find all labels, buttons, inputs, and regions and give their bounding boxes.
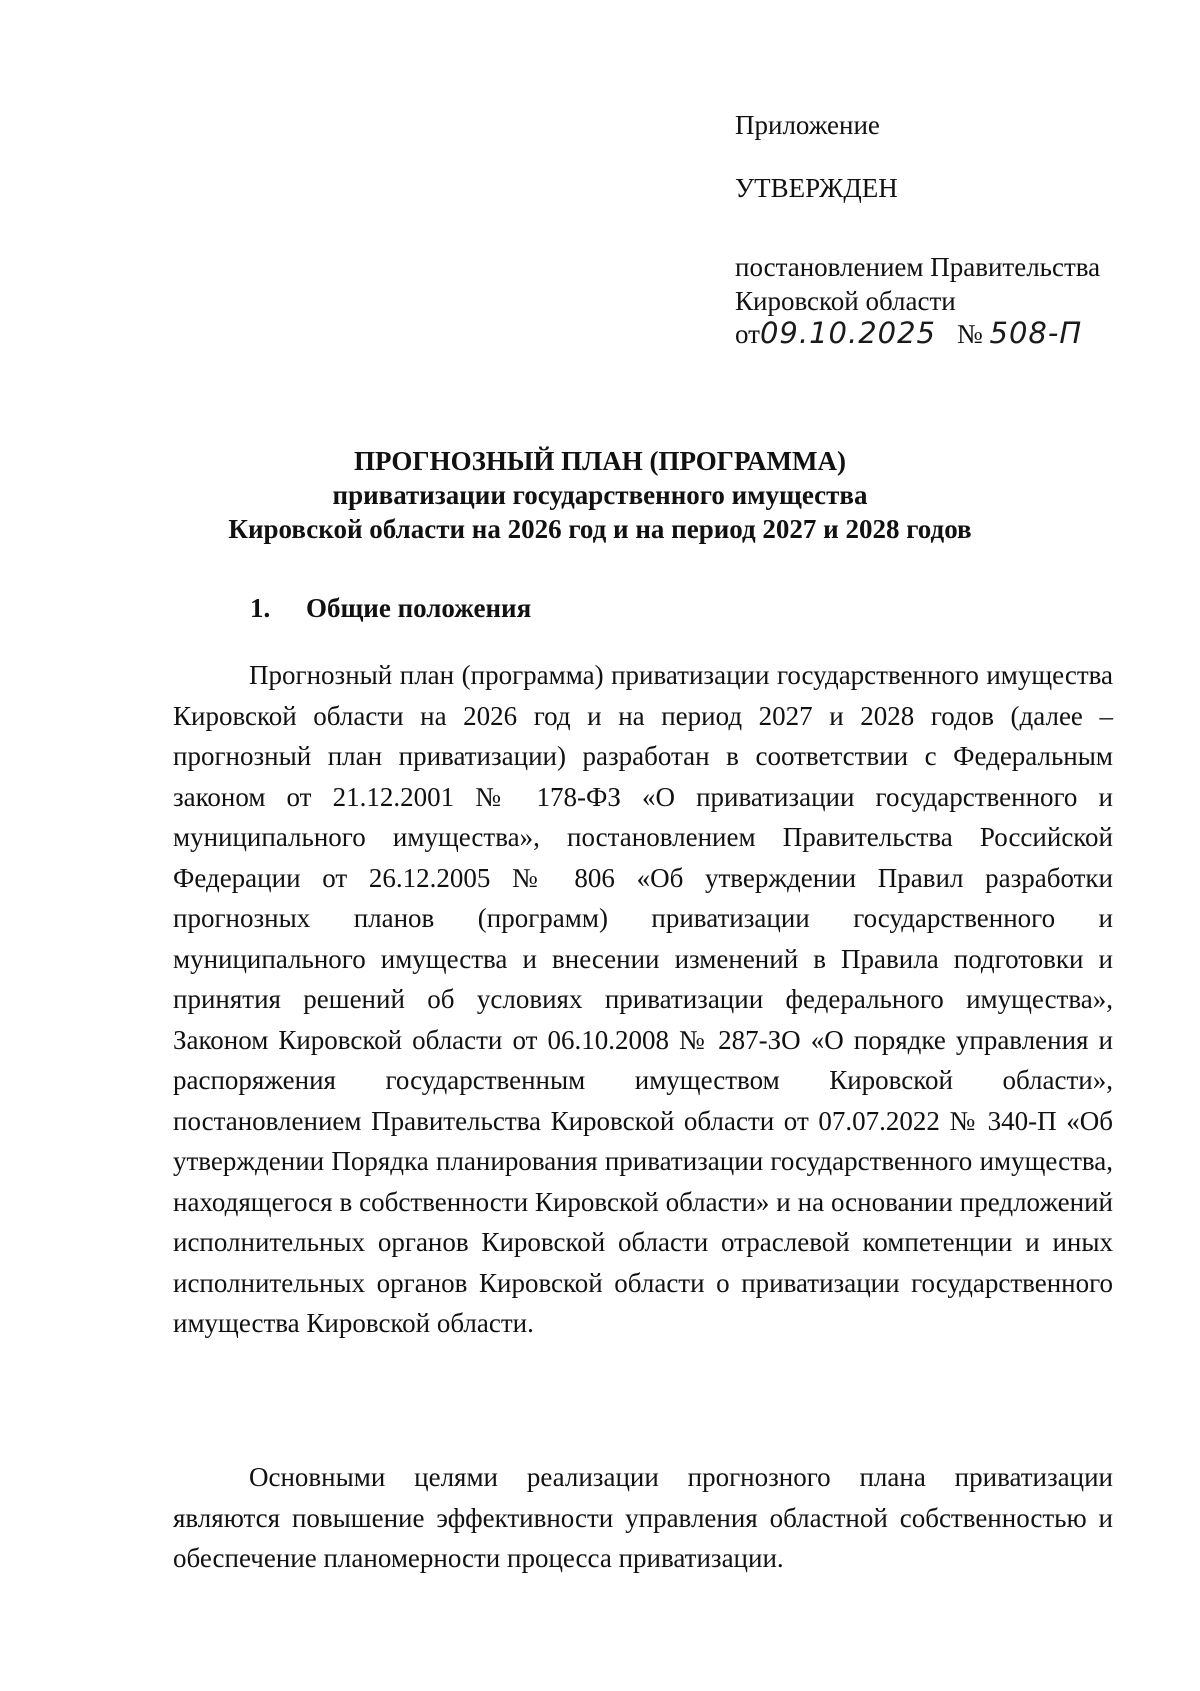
decree-date-line [735,316,1135,351]
title-line-1: ПРОГНОЗНЫЙ ПЛАН (ПРОГРАММА) [354,446,846,476]
handwritten-date: 09.10.2025 [759,316,936,350]
title-line-2: приватизации государственного имущества [332,480,868,510]
section-number: 1. [250,593,271,623]
decree-line-1: постановлением Правительства [735,252,1101,282]
approved-label: УТВЕРЖДЕН [735,173,898,203]
paragraph-goals: Основными целями реализации прогнозного плана приватизации являются повышение эффективности управления областной собственностью и обеспечение планомерности процесса приватизации. [173,1462,1113,1573]
date-prefix: от [735,319,760,349]
title-line-3: Кировской области на 2026 год и на период 2027 и 2028 годов [228,514,972,544]
number-group [957,316,1082,351]
number-prefix: № [957,319,983,349]
appendix-label: Приложение [735,110,880,140]
paragraph-legal-basis: Прогнозный план (программа) приватизации государственного имущества Кировской области на 2026 год и на период 2027 и 2028 годов (далее – прогнозный план приватизации) разработан в соответствии с Федеральным законом от 21.12.2001 № 178-ФЗ «О приватизации государственного и муниципального имущества», постановлением Правительства Российской Федерации от 26.12.2005 № 806 «Об утверждении Правил разработки прогнозных планов (программ) приватизации государственного и муниципального имущества и внесении изменений в Правила подготовки и принятия решений об условиях приватизации федерального имущества», Законом Кировской области от 06.10.2008 № 287-ЗО «О порядке управления и распоряжения государственным имуществом Кировской области», постановлением Правительства Кировской области от 07.07.2022 № 340-П «Об утверждении Порядка планирования приватизации государственного имущества, находящегося в собственности Кировской области» и на основании предложений исполнительных органов Кировской области отраслевой компетенции и иных исполнительных органов Кировской области о приватизации государственного имущества Кировской области. [173,660,1113,1338]
section-heading [250,591,531,625]
handwritten-number: 508-П [989,316,1083,350]
document-title [0,444,1200,546]
section-title: Общие положения [306,593,532,623]
decree-line-2: Кировской области [735,286,956,316]
